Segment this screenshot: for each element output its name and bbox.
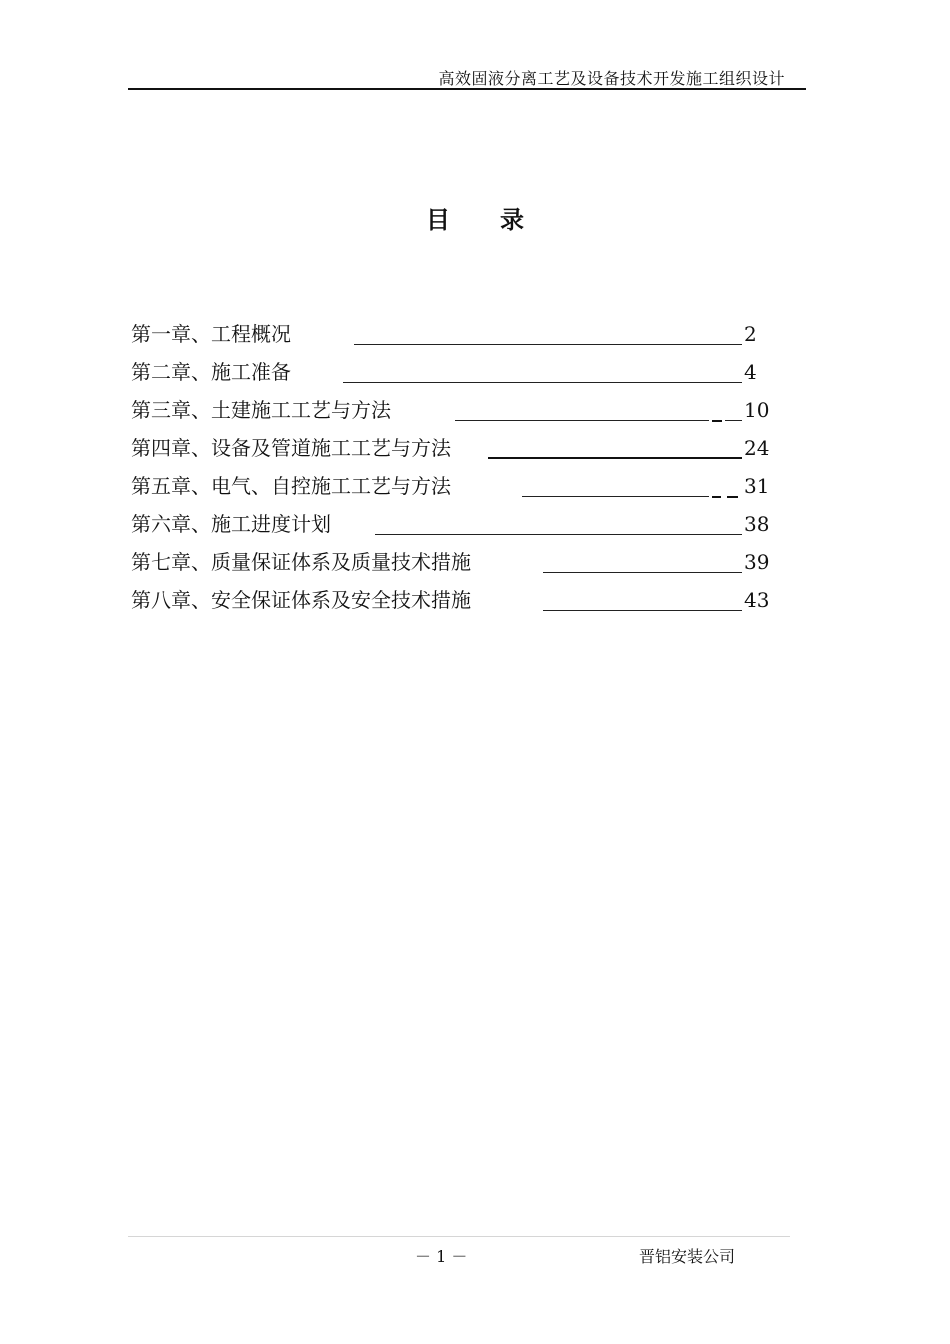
header-rule	[128, 88, 806, 90]
toc-leader	[725, 420, 742, 421]
toc-leader	[488, 457, 742, 459]
toc-entry-6[interactable]	[131, 505, 771, 543]
header-title: 高效固液分离工艺及设备技术开发施工组织设计	[438, 69, 785, 88]
toc-entry-label: 第五章、电气、自控施工工艺与方法	[131, 474, 451, 498]
toc-entry-2[interactable]	[131, 353, 771, 391]
toc-entry-label: 第一章、工程概况	[131, 322, 291, 346]
toc-entry-1[interactable]	[131, 315, 771, 353]
toc-entry-page: 31	[744, 474, 770, 498]
toc-leader	[375, 534, 742, 535]
toc-entry-page: 39	[744, 550, 770, 574]
toc-title	[0, 200, 950, 235]
toc-title-char-1: 目	[426, 206, 450, 234]
toc-title-char-2: 录	[500, 206, 524, 234]
toc-entry-4[interactable]	[131, 429, 771, 467]
toc-entry-5[interactable]	[131, 467, 771, 505]
toc-entry-label: 第二章、施工准备	[131, 360, 291, 384]
toc-entry-3[interactable]	[131, 391, 771, 429]
toc-leader-dash	[727, 496, 738, 498]
toc-entry-page: 4	[744, 360, 757, 384]
toc-leader	[343, 382, 742, 383]
toc-leader	[455, 420, 709, 421]
toc-entry-label: 第六章、施工进度计划	[131, 512, 331, 536]
toc-entry-8[interactable]	[131, 581, 771, 619]
toc-leader	[354, 344, 742, 345]
toc-entry-page: 10	[744, 398, 770, 422]
toc-leader-dash	[712, 420, 722, 422]
toc-entry-page: 43	[744, 588, 770, 612]
footer-page-number: － 1 －	[415, 1247, 468, 1266]
toc-leader-dash	[712, 496, 721, 498]
toc-leader	[543, 610, 742, 611]
toc-leader	[543, 572, 742, 573]
toc-entry-label: 第八章、安全保证体系及安全技术措施	[131, 588, 471, 612]
toc-entry-label: 第四章、设备及管道施工工艺与方法	[131, 436, 451, 460]
toc-entry-7[interactable]	[131, 543, 771, 581]
footer-company: 晋铝安装公司	[639, 1247, 736, 1266]
toc-leader	[522, 496, 709, 497]
toc-entry-page: 2	[744, 322, 757, 346]
toc-entry-page: 24	[744, 436, 770, 460]
toc-entry-label: 第三章、土建施工工艺与方法	[131, 398, 391, 422]
footer-rule	[128, 1236, 790, 1237]
toc-entry-label: 第七章、质量保证体系及质量技术措施	[131, 550, 471, 574]
table-of-contents	[131, 315, 771, 619]
toc-entry-page: 38	[744, 512, 770, 536]
